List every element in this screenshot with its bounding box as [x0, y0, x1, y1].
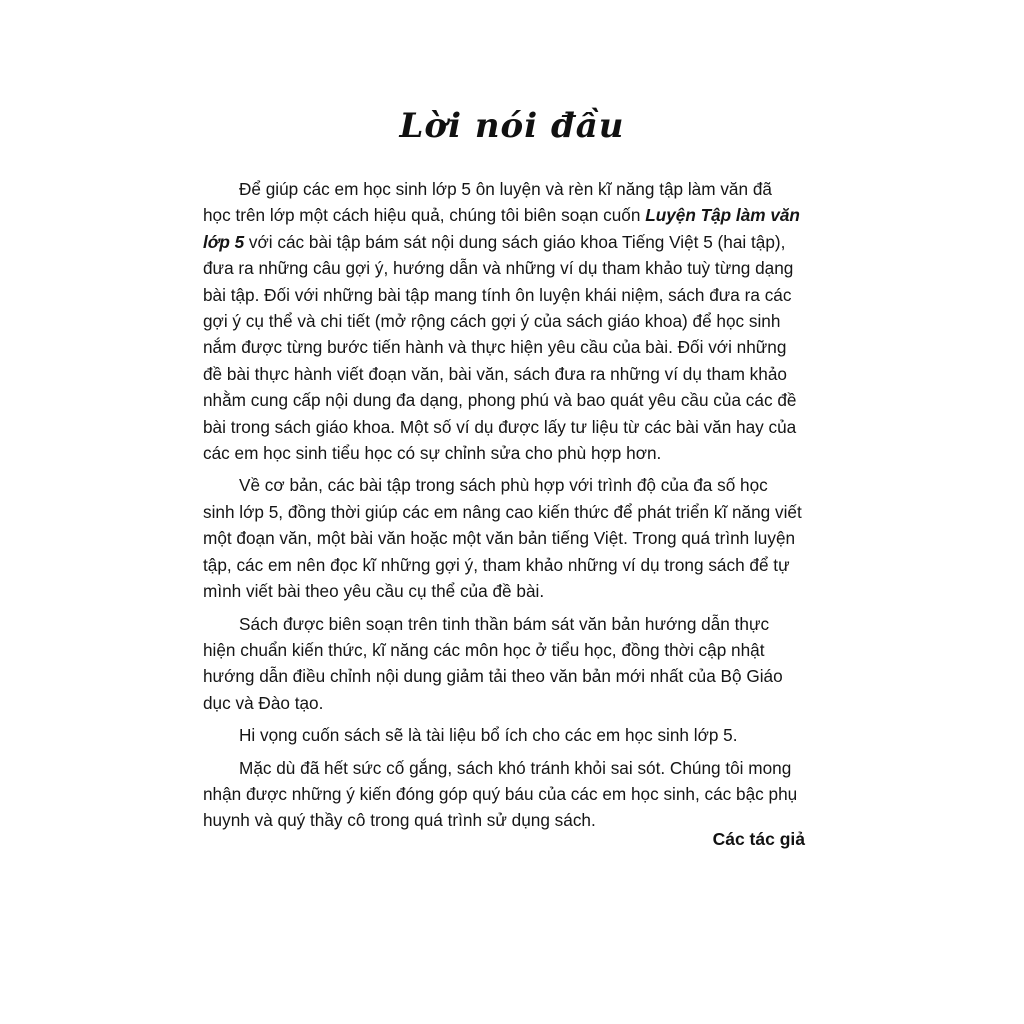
page-title: Lời nói đầu — [399, 106, 625, 146]
paragraph-1 — [203, 176, 803, 466]
paragraph-5: Mặc dù đã hết sức cố gắng, sách khó tránh khỏi sai sót. Chúng tôi mong nhận được những ý kiến đóng góp quý báu của các em học sinh, các bậc phụ huynh và quý thầy cô trong quá trình sử dụng sách. — [203, 757, 798, 831]
paragraph-1-text-after: với các bài tập bám sát nội dung sách giáo khoa Tiếng Việt 5 (hai tập), đưa ra những câu gợi ý, hướng dẫn và những ví dụ tham khảo tuỳ từng dạng bài tập. Đối với những bài tập mang tính ôn luyện khái niệm, sách đưa ra các gợi ý cụ thể và chi tiết (mở rộng cách gợi ý của sách giáo khoa) để học sinh nắm được từng bước tiến hành và thực hiện yêu cầu của bài. Đối với những đề bài thực hành viết đoạn văn, bài văn, sách đưa ra những ví dụ tham khảo nhằm cung cấp nội dung đa dạng, phong phú và bao quát yêu cầu của các đề bài trong sách giáo khoa. Một số ví dụ được lấy tư liệu từ các bài văn hay của các em học sinh tiểu học có sự chỉnh sửa cho phù hợp hơn. — [203, 231, 797, 464]
paragraph-4: Hi vọng cuốn sách sẽ là tài liệu bổ ích cho các em học sinh lớp 5. — [239, 725, 738, 746]
paragraph-1-text-before: Để giúp các em học sinh lớp 5 ôn luyện và rèn kĩ năng tập làm văn đã học trên lớp một cách hiệu quả, chúng tôi biên soạn cuốn — [203, 179, 772, 226]
preface-body — [203, 176, 803, 840]
paragraph-3: Sách được biên soạn trên tinh thần bám sát văn bản hướng dẫn thực hiện chuẩn kiến thức, kĩ năng các môn học ở tiểu học, đồng thời cập nhật hướng dẫn điều chỉnh nội dung giảm tải theo văn bản mới nhất của Bộ Giáo dục và Đào tạo. — [203, 613, 783, 713]
author-signature: Các tác giả — [712, 829, 805, 849]
paragraph-2: Về cơ bản, các bài tập trong sách phù hợp với trình độ của đa số học sinh lớp 5, đồng thời giúp các em nâng cao kiến thức để phát triển kĩ năng viết một đoạn văn, một bài văn hoặc một văn bản tiếng Việt. Trong quá trình luyện tập, các em nên đọc kĩ những gợi ý, tham khảo những ví dụ trong sách để tự mình viết bài theo yêu cầu cụ thể của đề bài. — [203, 475, 802, 602]
book-title-emphasis: Luyện Tập làm văn lớp 5 — [203, 205, 800, 252]
